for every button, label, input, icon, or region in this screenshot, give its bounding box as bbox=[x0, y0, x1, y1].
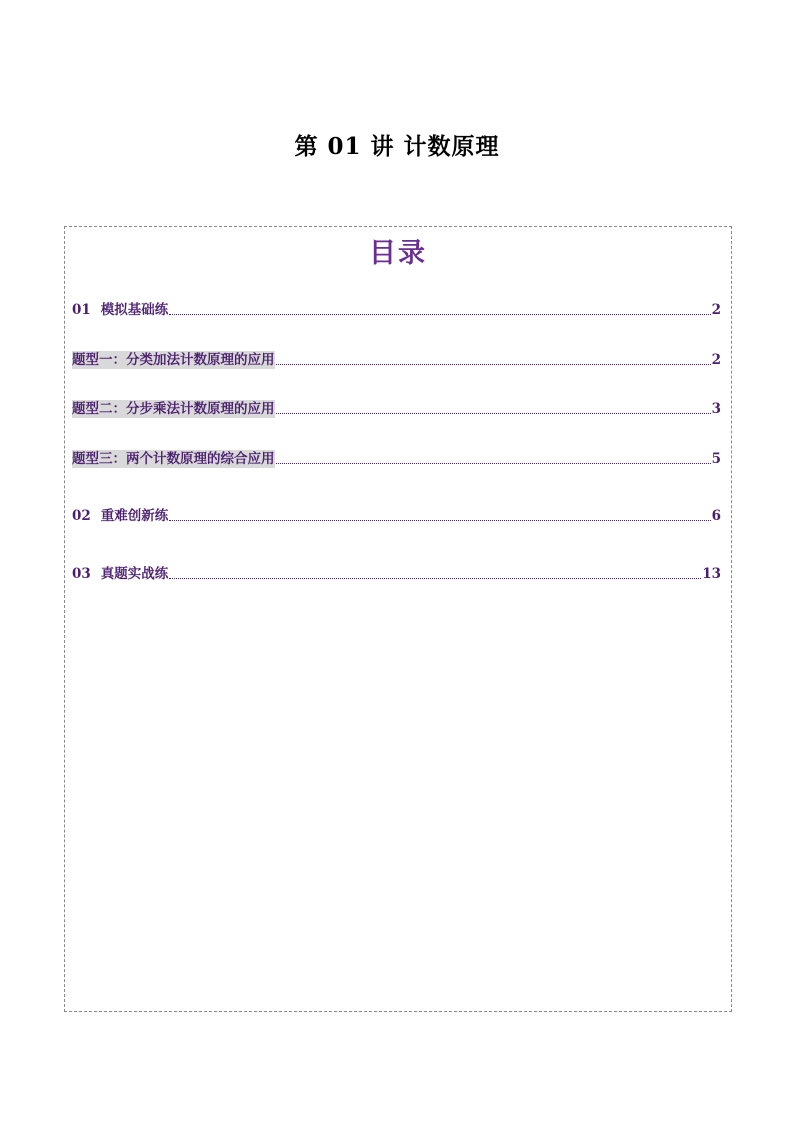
toc-entry-title: 题型一：分类加法计数原理的应用 bbox=[72, 352, 275, 368]
toc-entry-label bbox=[72, 301, 168, 319]
toc-dot-leader bbox=[276, 463, 711, 464]
toc-entry-title: 模拟基础练 bbox=[100, 302, 169, 318]
toc-dot-leader bbox=[276, 364, 711, 365]
toc-page-number: 2 bbox=[711, 352, 721, 368]
toc-entry-number: 01 bbox=[72, 302, 91, 318]
toc-entry-type-three[interactable] bbox=[72, 448, 721, 468]
toc-dot-leader bbox=[276, 413, 711, 414]
toc-entry-title: 真题实战练 bbox=[100, 566, 169, 582]
toc-page-number: 13 bbox=[702, 566, 721, 582]
toc-entry-real-exam-practice[interactable] bbox=[72, 563, 721, 583]
toc-dot-leader bbox=[169, 578, 701, 579]
toc-entry-label bbox=[72, 507, 168, 525]
toc-page-number: 2 bbox=[711, 302, 721, 318]
toc-page-number: 5 bbox=[711, 451, 721, 467]
toc-entry-title: 重难创新练 bbox=[100, 508, 169, 524]
page-title: 第 01 讲 计数原理 bbox=[294, 133, 500, 160]
toc-entry-simulation-basics[interactable] bbox=[72, 299, 721, 319]
toc-entry-type-one[interactable] bbox=[72, 349, 721, 369]
toc-entry-label bbox=[72, 565, 168, 583]
toc-entry-difficult-innovation[interactable] bbox=[72, 505, 721, 525]
toc-heading: 目录 bbox=[369, 238, 427, 269]
toc-dot-leader bbox=[169, 520, 710, 521]
toc-page-number: 6 bbox=[711, 508, 721, 524]
toc-entry-type-two[interactable] bbox=[72, 398, 721, 418]
toc-dot-leader bbox=[169, 314, 710, 315]
toc-page-number: 3 bbox=[711, 401, 721, 417]
toc-entry-number: 02 bbox=[72, 508, 91, 524]
table-of-contents bbox=[64, 226, 732, 1012]
toc-entry-title: 题型二：分步乘法计数原理的应用 bbox=[72, 401, 275, 417]
toc-entry-number: 03 bbox=[72, 566, 91, 582]
toc-entry-title: 题型三：两个计数原理的综合应用 bbox=[72, 451, 275, 467]
